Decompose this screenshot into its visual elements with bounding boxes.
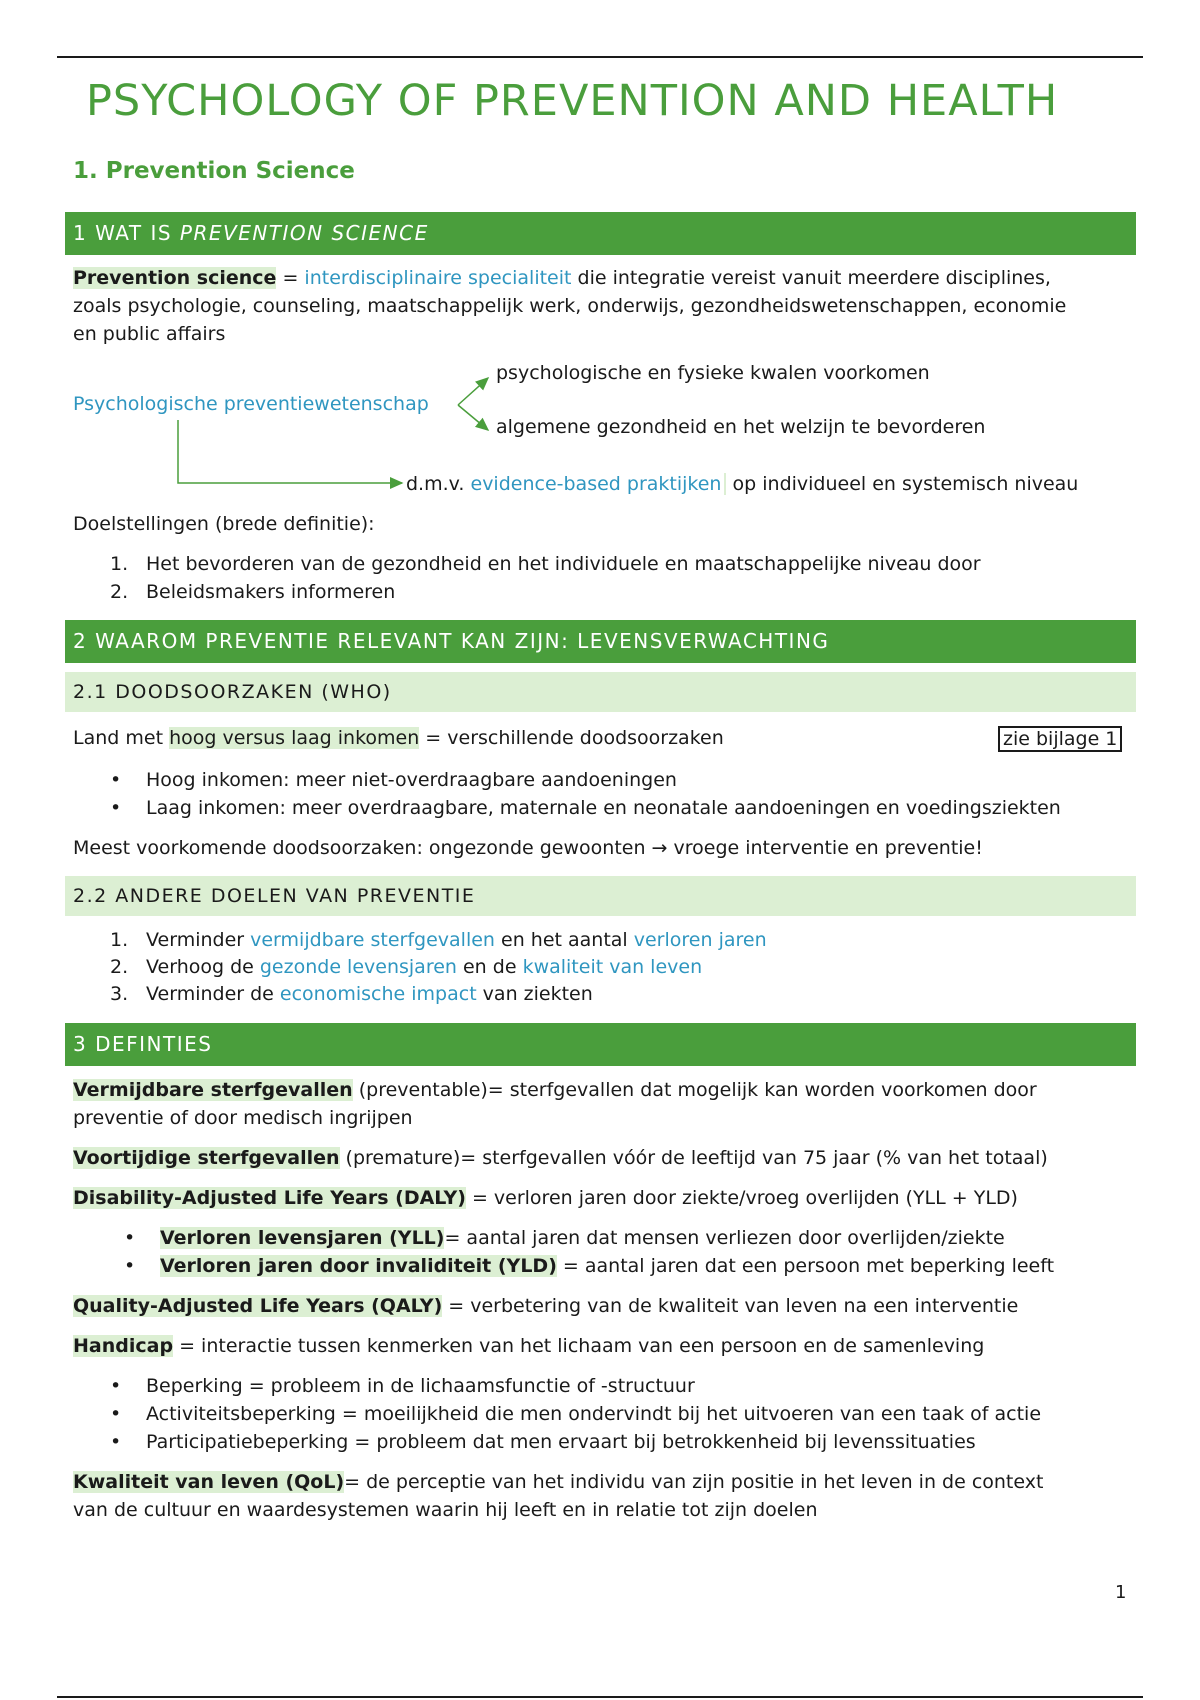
diagram-branch-1: psychologische en fysieke kwalen voorkomen <box>496 362 930 384</box>
goal-keyword: gezonde levensjaren <box>259 956 457 978</box>
equals-sign: = <box>276 267 305 289</box>
prevention-goal-item <box>110 953 703 981</box>
def-qaly <box>73 1292 1133 1320</box>
definition-text: = interactie tussen kenmerken van het lichaam van een persoon en de samenleving <box>173 1335 985 1357</box>
term-premature-deaths: Voortijdige sterfgevallen <box>73 1147 340 1169</box>
section-1-heading-prefix: 1 WAT IS <box>73 221 180 245</box>
income-highlight: hoog versus laag inkomen <box>169 727 420 749</box>
diagram-root: Psychologische preventiewetenschap <box>73 393 429 415</box>
definition-text: = verloren jaren door ziekte/vroeg overlijden (YLL + YLD) <box>465 1187 1018 1209</box>
section-1-heading-emphasis: PREVENTION SCIENCE <box>179 221 429 245</box>
chapter-heading: 1. Prevention Science <box>73 158 355 184</box>
goal-text-part: en de <box>456 956 523 978</box>
bullet-marker: • <box>110 797 122 819</box>
goals-intro: Doelstellingen (brede definitie): <box>73 513 375 535</box>
bullet-text: Laag inkomen: meer overdraagbare, maternale en neonatale aandoeningen en voedingsziekten <box>146 797 1061 819</box>
goal-text-part: en het aantal <box>494 929 634 951</box>
term-avoidable-deaths: Vermijdbare sterfgevallen <box>73 1079 353 1101</box>
bottom-rule <box>57 1696 1143 1698</box>
definition-text: = aantal jaren dat een persoon met beperking leeft <box>556 1255 1055 1277</box>
term-daly: Disability-Adjusted Life Years (DALY) <box>73 1187 466 1209</box>
subsection-2-2-heading: 2.2 ANDERE DOELEN VAN PREVENTIE <box>65 876 1136 916</box>
goal-number: 2. <box>110 581 129 603</box>
bullet-text: Activiteitsbeperking = moeilijkheid die men ondervindt bij het uitvoeren van een taak of actie <box>146 1403 1042 1425</box>
bullet-marker: • <box>110 1403 122 1425</box>
prevention-goal-item <box>110 980 593 1008</box>
term-handicap: Handicap <box>73 1335 174 1357</box>
term-yll: Verloren levensjaren (YLL) <box>160 1227 445 1249</box>
goal-keyword: vermijdbare sterfgevallen <box>250 929 495 951</box>
goal-keyword: verloren jaren <box>633 929 767 951</box>
goal-number: 1. <box>110 553 129 575</box>
arrow-to-branch-2 <box>458 405 488 430</box>
daly-component-text <box>160 1252 1054 1280</box>
land-suffix: = verschillende doodsoorzaken <box>419 727 724 749</box>
bullet-marker: • <box>110 1375 122 1397</box>
goal-text <box>146 980 593 1008</box>
document-title: PSYCHOLOGY OF PREVENTION AND HEALTH <box>86 76 1059 126</box>
goal-keyword: kwaliteit van leven <box>522 956 703 978</box>
branch-3-suffix: op individueel en systemisch niveau <box>726 473 1079 495</box>
goal-text: Het bevorderen van de gezondheid en het individuele en maatschappelijke niveau door <box>146 553 981 575</box>
def-premature-deaths <box>73 1144 1133 1172</box>
section-2-heading: 2 WAAROM PREVENTIE RELEVANT KAN ZIJN: LEVENSVERWACHTING <box>65 620 1136 663</box>
bullet-text: Hoog inkomen: meer niet-overdraagbare aandoeningen <box>146 769 677 791</box>
def-daly <box>73 1184 1133 1212</box>
diagram-branch-2: algemene gezondheid en het welzijn te bevorderen <box>496 416 986 438</box>
goal-text <box>146 926 767 954</box>
goal-text-part: Verminder <box>146 929 251 951</box>
term-prevention-science: Prevention science <box>73 267 277 289</box>
definition-rest: die integratie vereist vanuit meerdere disciplines, <box>571 267 1051 289</box>
evidence-based-practices: evidence-based praktijken <box>471 473 727 495</box>
def-avoidable-deaths <box>73 1076 1133 1104</box>
appendix-reference: zie bijlage 1 <box>998 726 1122 752</box>
bullet-marker: • <box>110 1431 122 1453</box>
bullet-marker: • <box>124 1227 136 1249</box>
term-yld: Verloren jaren door invaliditeit (YLD) <box>160 1255 557 1277</box>
income-causes-line <box>73 724 1133 752</box>
definition-text: (premature)= sterfgevallen vóór de leeftijd van 75 jaar (% van het totaal) <box>339 1147 1048 1169</box>
def-avoidable-deaths-line-2: preventie of door medisch ingrijpen <box>73 1107 413 1129</box>
goal-number: 3. <box>110 983 129 1005</box>
term-qol: Kwaliteit van leven (QoL) <box>73 1471 345 1493</box>
land-prefix: Land met <box>73 727 170 749</box>
def-quality-of-life <box>73 1468 1133 1496</box>
definition-text: = de perceptie van het individu van zijn positie in het leven in de context <box>344 1471 1044 1493</box>
goal-text: Beleidsmakers informeren <box>146 581 396 603</box>
goal-keyword: economische impact <box>279 983 477 1005</box>
goal-number: 2. <box>110 956 129 978</box>
diagram-branch-3 <box>406 470 1078 498</box>
def-quality-of-life-line-2: van de cultuur en waardesystemen waarin hij leeft en in relatie tot zijn doelen <box>73 1499 818 1521</box>
branch-3-prefix: d.m.v. <box>406 473 471 495</box>
subsection-2-1-heading: 2.1 DOODSOORZAKEN (WHO) <box>65 672 1136 712</box>
common-causes-line: Meest voorkomende doodsoorzaken: ongezonde gewoonten → vroege interventie en preventie! <box>73 837 983 859</box>
arrow-to-branch-3 <box>178 420 402 483</box>
prevention-goal-item <box>110 926 767 954</box>
goal-number: 1. <box>110 929 129 951</box>
goal-item <box>110 550 981 578</box>
goal-text-part: Verminder de <box>146 983 280 1005</box>
bullet-marker: • <box>110 769 122 791</box>
bullet-text: Beperking = probleem in de lichaamsfunctie of -structuur <box>146 1375 695 1397</box>
definition-line-2: zoals psychologie, counseling, maatschappelijk werk, onderwijs, gezondheidswetenschappen, economie <box>73 295 1067 317</box>
definition-line-3: en public affairs <box>73 323 226 345</box>
definition-text: = aantal jaren dat mensen verliezen door overlijden/ziekte <box>444 1227 1005 1249</box>
daly-component-text <box>160 1224 1005 1252</box>
bullet-text: Participatiebeperking = probleem dat men ervaart bij betrokkenheid bij levenssituaties <box>146 1431 976 1453</box>
arrow-to-branch-1 <box>458 378 488 405</box>
definition-text: (preventable)= sterfgevallen dat mogelijk kan worden voorkomen door <box>352 1079 1037 1101</box>
definition-text: = verbetering van de kwaliteit van leven na een interventie <box>442 1295 1019 1317</box>
page-number: 1 <box>1115 1582 1127 1603</box>
bullet-marker: • <box>124 1255 136 1277</box>
goal-text-part: Verhoog de <box>146 956 260 978</box>
term-qaly: Quality-Adjusted Life Years (QALY) <box>73 1295 443 1317</box>
interdisciplinary-specialty: interdisciplinaire specialiteit <box>304 267 572 289</box>
goal-item <box>110 578 396 606</box>
goal-text-part: van ziekten <box>476 983 593 1005</box>
def-handicap <box>73 1332 1133 1360</box>
section-3-heading: 3 DEFINTIES <box>65 1023 1136 1066</box>
goal-text <box>146 953 702 981</box>
